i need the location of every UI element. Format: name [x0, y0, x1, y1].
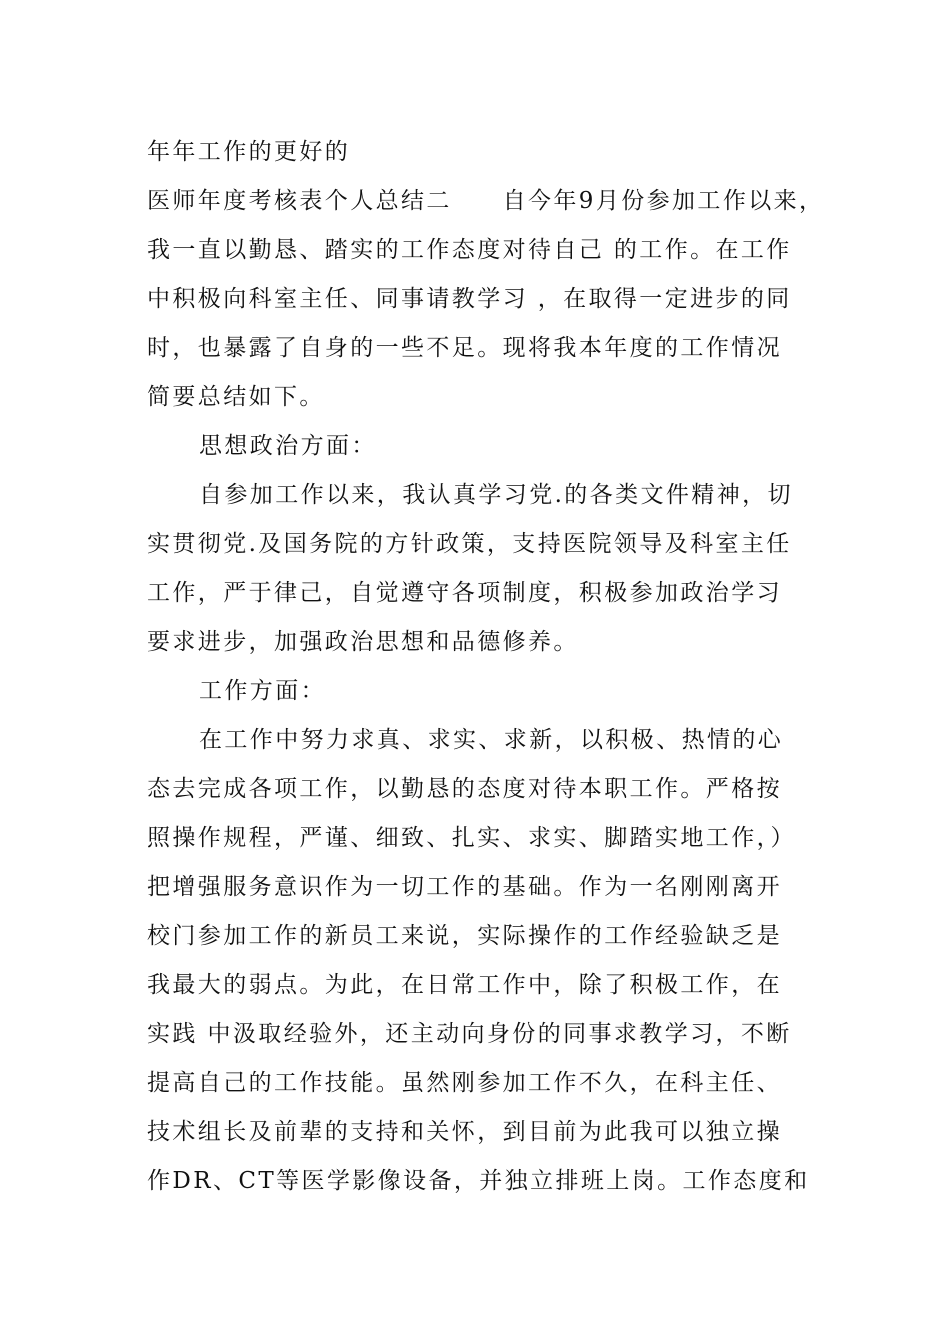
text-line: 态去完成各项工作，以勤恳的态度对待本职工作。严格按	[147, 776, 782, 802]
document-body	[147, 128, 827, 1206]
text-line: 年年工作的更好的	[147, 139, 351, 165]
text-line: 技术组长及前辈的支持和关怀，到目前为此我可以独立操	[147, 1119, 782, 1145]
text-line: 医师年度考核表个人总结二 自今年9月份参加工作以来，	[147, 188, 825, 214]
text-line: 时，也暴露了自身的一些不足。现将我本年度的工作情况	[147, 335, 782, 361]
text-line: 工作，严于律己，自觉遵守各项制度，积极参加政治学习	[147, 580, 782, 606]
text-line: 实贯彻党.及国务院的方针政策，支持医院领导及科室主任	[147, 531, 792, 557]
text-line: 提高自己的工作技能。虽然刚参加工作不久，在科主任、	[147, 1070, 782, 1096]
text-line: 自参加工作以来，我认真学习党.的各类文件精神，切	[199, 482, 793, 508]
text-line: 照操作规程，严谨、细致、扎实、求实、脚踏实地工作，）	[147, 825, 796, 851]
text-line: 中积极向科室主任、同事请教学习 ，在取得一定进步的同	[147, 286, 792, 312]
text-line: 在工作中努力求真、求实、求新，以积极、热情的心	[199, 727, 784, 753]
text-line: 我一直以勤恳、踏实的工作态度对待自己 的工作。在工作	[147, 237, 792, 263]
section-heading: 工作方面：	[199, 678, 326, 704]
text-line: 作DR、CT等医学影像设备，并独立排班上岗。工作态度和	[147, 1168, 810, 1194]
text-line: 把增强服务意识作为一切工作的基础。作为一名刚刚离开	[147, 874, 782, 900]
text-line: 我最大的弱点。为此，在日常工作中，除了积极工作，在	[147, 972, 782, 998]
text-line: 简要总结如下。	[147, 384, 325, 410]
text-line: 校门参加工作的新员工来说，实际操作的工作经验缺乏是	[147, 923, 782, 949]
text-line: 实践 中汲取经验外，还主动向身份的同事求教学习，不断	[147, 1021, 792, 1047]
section-heading: 思想政治方面：	[199, 433, 377, 459]
text-line: 要求进步，加强政治思想和品德修养。	[147, 629, 579, 655]
